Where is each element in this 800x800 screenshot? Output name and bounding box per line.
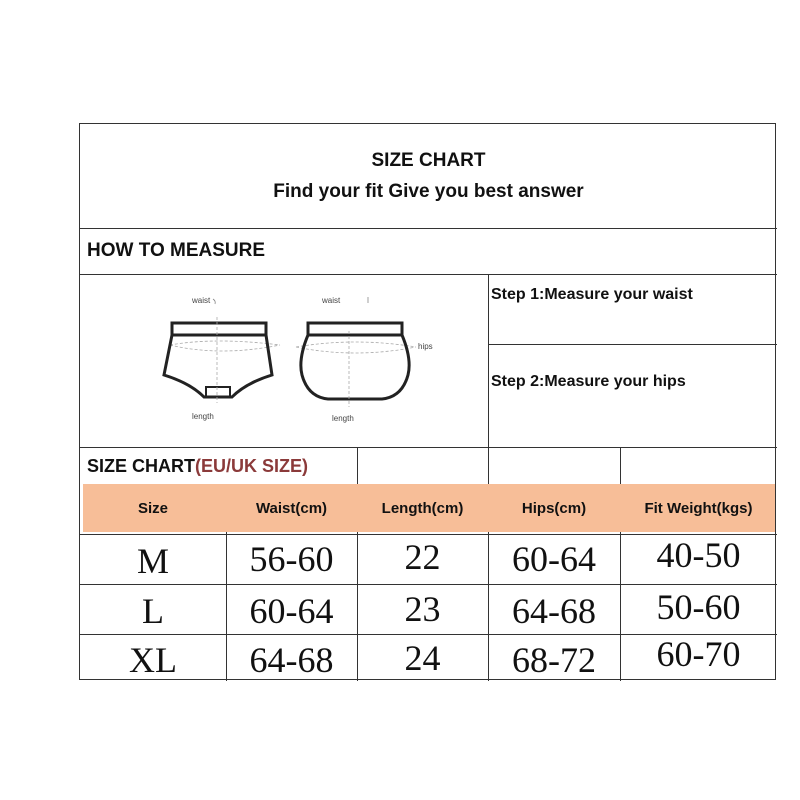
- step-1-text: Step 1:Measure your waist: [491, 286, 693, 303]
- how-to-measure-heading: HOW TO MEASURE: [87, 240, 266, 261]
- front-waist-label: waist: [192, 296, 211, 305]
- table-cell-hips: 68-72: [512, 640, 596, 680]
- table-cell-waist: 64-68: [249, 640, 334, 680]
- column-header-waist: Waist(cm): [255, 499, 328, 517]
- table-cell-length: 22: [404, 537, 441, 577]
- table-cell-length: 24: [404, 638, 441, 678]
- page-title: SIZE CHART: [371, 150, 486, 171]
- table-cell-fit-weight: 40-50: [656, 535, 741, 575]
- column-header-size: Size: [137, 499, 168, 517]
- table-cell-size: M: [136, 541, 169, 581]
- size-chart-heading: [87, 456, 308, 477]
- front-brief-figure: [164, 296, 280, 421]
- back-length-label: length: [332, 414, 354, 423]
- measuring-diagram: [150, 287, 450, 427]
- table-cell-size: L: [142, 591, 164, 631]
- back-waist-label: waist: [322, 296, 341, 305]
- table-cell-size: XL: [129, 640, 177, 680]
- table-cell-hips: 60-64: [512, 539, 596, 579]
- table-cell-hips: 64-68: [512, 591, 596, 631]
- back-brief-figure: [296, 296, 433, 423]
- column-header-fit-weight: Fit Weight(kgs): [644, 499, 753, 517]
- step-2-text: Step 2:Measure your hips: [491, 373, 686, 390]
- front-length-label: length: [192, 412, 214, 421]
- size-chart-heading-note: (EU/UK SIZE): [195, 456, 309, 476]
- back-hips-label: hips: [418, 342, 433, 351]
- table-cell-waist: 60-64: [249, 591, 334, 631]
- table-cell-fit-weight: 60-70: [656, 634, 741, 674]
- column-header-hips: Hips(cm): [521, 499, 587, 517]
- page-subtitle: Find your fit Give you best answer: [273, 181, 584, 202]
- table-cell-length: 23: [404, 589, 441, 629]
- table-cell-waist: 56-60: [249, 539, 334, 579]
- table-cell-fit-weight: 50-60: [656, 587, 741, 627]
- size-chart-heading-main: SIZE CHART: [87, 456, 195, 476]
- column-header-length: Length(cm): [381, 499, 464, 517]
- size-chart-sheet: [79, 123, 776, 680]
